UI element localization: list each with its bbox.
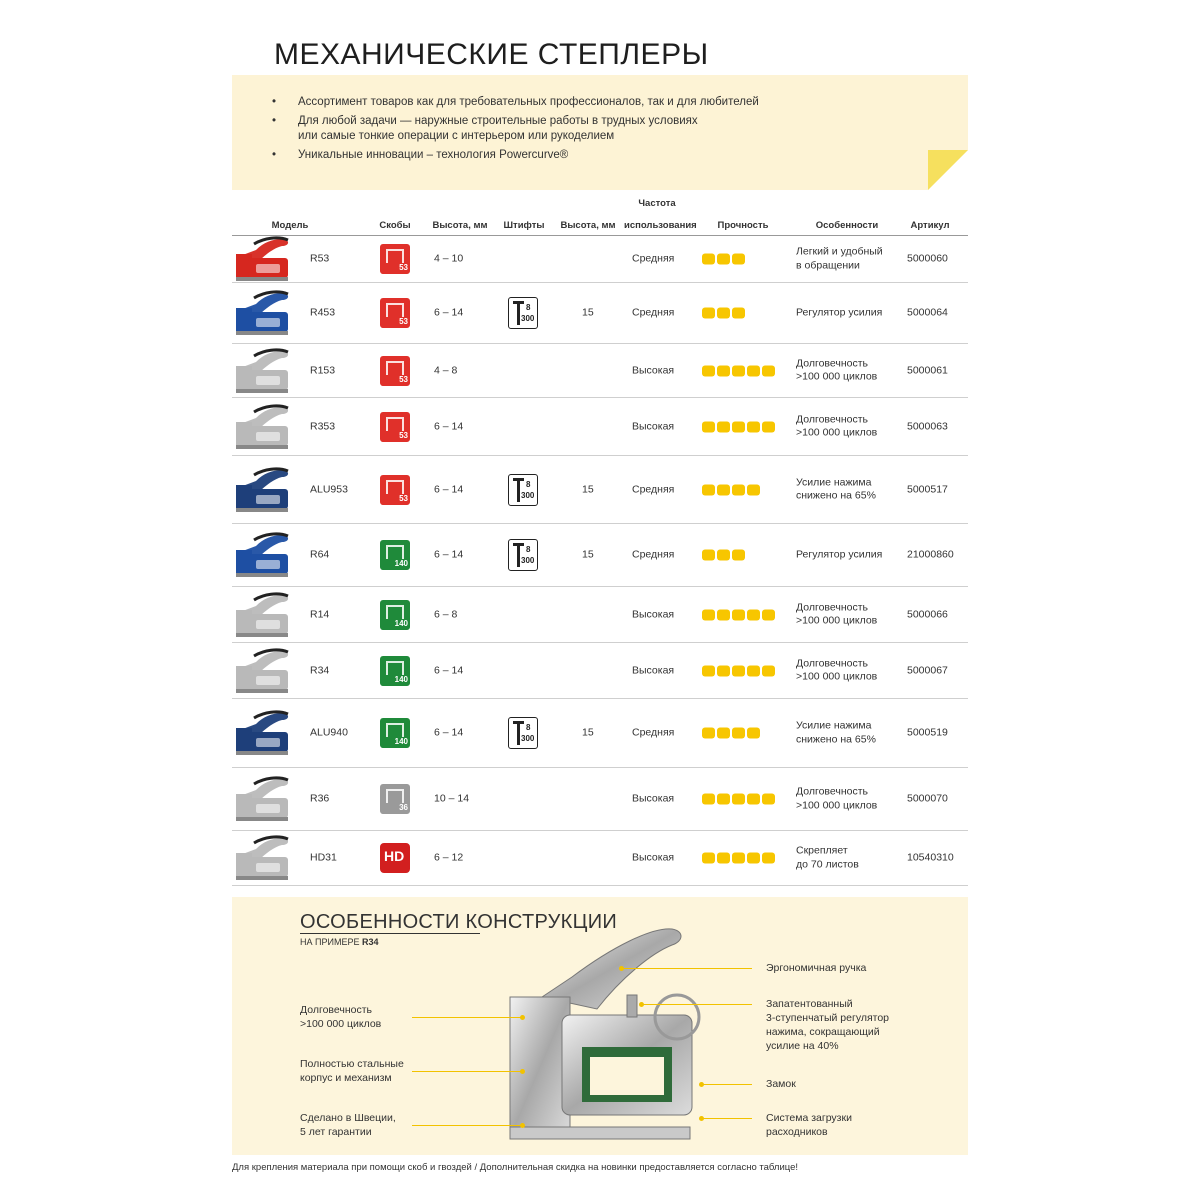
feature-line: снижено на 65% (796, 733, 876, 745)
feature-line: Долговечность (796, 657, 868, 669)
header-height: Высота, мм (432, 220, 488, 231)
staple-height: 6 – 14 (434, 548, 464, 561)
usage-frequency: Высокая (632, 419, 675, 432)
leader-line (702, 1084, 752, 1085)
header-article: Артикул (910, 220, 950, 231)
model-name: HD31 (310, 851, 337, 864)
article-number: 5000064 (907, 306, 948, 319)
pin-height: 15 (582, 726, 594, 739)
table-row (232, 236, 968, 283)
subtitle-prefix: НА ПРИМЕРЕ (300, 937, 360, 947)
pin-icon (508, 474, 538, 506)
note-line: Полностью стальные (300, 1058, 404, 1070)
article-number: 5000061 (907, 363, 948, 376)
feature-line: Усилие нажима (796, 476, 872, 488)
strength-dot (717, 728, 730, 739)
strength-dot (732, 794, 745, 805)
staple-height: 6 – 14 (434, 306, 464, 319)
model-name: ALU953 (310, 482, 348, 495)
pin-bottom-label: 300 (521, 490, 535, 500)
strength-dot (732, 853, 745, 864)
feature-line: Регулятор усилия (796, 306, 883, 319)
usage-frequency: Высокая (632, 851, 675, 864)
intro-box (232, 75, 968, 190)
feature-line: Долговечность (796, 785, 868, 798)
strength-dot (702, 609, 715, 620)
feature-line: в обращении (796, 259, 860, 271)
staple-type-icon (380, 356, 410, 386)
strength-dot (702, 794, 715, 805)
leader-line (622, 968, 752, 969)
strength-dot (747, 365, 760, 376)
pin-bottom-label: 300 (521, 734, 535, 743)
strength-dot (747, 794, 760, 805)
pin-top-label: 8 (526, 545, 531, 554)
model-name: R453 (310, 306, 336, 319)
stapler-r34-illustration (502, 917, 732, 1147)
left-feature-note (300, 1111, 396, 1139)
staple-hd-icon (380, 843, 410, 873)
note-line: расходников (766, 1126, 828, 1138)
note-line: Сделано в Швеции, (300, 1112, 396, 1124)
article-number: 5000519 (907, 726, 948, 739)
feature-line: до 70 листов (796, 858, 859, 870)
usage-frequency: Высокая (632, 607, 675, 620)
note-line: корпус и механизм (300, 1072, 392, 1084)
feature-line: Регулятор усилия (796, 548, 883, 561)
stapler-image (234, 467, 294, 513)
pin-icon (508, 297, 538, 329)
feature-line: Легкий и удобный (796, 245, 883, 258)
article-number: 21000860 (907, 548, 954, 561)
model-name: ALU940 (310, 726, 348, 739)
pin-top-label: 8 (526, 723, 531, 732)
stapler-image (234, 835, 294, 881)
pin-height: 15 (582, 306, 594, 319)
staple-label: 140 (394, 674, 408, 684)
article-number: 5000063 (907, 419, 948, 432)
leader-dot (699, 1116, 704, 1121)
table-row (232, 699, 968, 768)
strength-dot (702, 308, 715, 319)
strength-rating (702, 665, 775, 676)
staple-type-icon (380, 298, 410, 328)
strength-dot (747, 853, 760, 864)
staple-height: 6 – 14 (434, 663, 464, 676)
strength-rating (702, 728, 760, 739)
leader-dot (520, 1069, 525, 1074)
staple-label: 53 (399, 263, 408, 272)
usage-frequency: Средняя (632, 548, 675, 561)
staple-label: 140 (394, 559, 408, 568)
strength-rating (702, 609, 775, 620)
bullet-icon: • (272, 148, 277, 161)
construction-title: ОСОБЕННОСТИ КОНСТРУКЦИИ (300, 911, 618, 933)
staple-label: 53 (399, 317, 408, 326)
article-number: 10540310 (907, 851, 954, 864)
pin-icon (508, 717, 538, 749)
page-title: МЕХАНИЧЕСКИЕ СТЕПЛЕРЫ (274, 38, 709, 71)
strength-dot (702, 853, 715, 864)
staple-type-icon (380, 540, 410, 570)
leader-dot (699, 1082, 704, 1087)
article-number: 5000517 (907, 482, 948, 495)
stapler-image (234, 710, 294, 756)
strength-dot (732, 421, 745, 432)
model-name: R353 (310, 419, 336, 432)
note-line: Замок (766, 1078, 796, 1090)
strength-dot (717, 308, 730, 319)
note-line: Долговечность (300, 1004, 372, 1016)
strength-dot (717, 254, 730, 265)
right-feature-note (766, 1077, 796, 1091)
pin-icon (508, 539, 538, 571)
leader-dot (619, 966, 624, 971)
strength-dot (747, 665, 760, 676)
staple-type-icon (380, 784, 410, 814)
feature-line: Долговечность (796, 601, 868, 613)
strength-dot (702, 728, 715, 739)
usage-frequency: Высокая (632, 363, 675, 376)
intro-text: Уникальные инновации – технология Powercurve® (298, 148, 569, 161)
feature (796, 413, 877, 440)
intro-item (272, 114, 759, 145)
pin-bottom-label: 300 (521, 556, 535, 565)
staple-height: 6 – 14 (434, 482, 464, 495)
staple-type-icon (380, 718, 410, 748)
staple-label: 53 (399, 374, 408, 384)
strength-dot (702, 254, 715, 265)
feature (796, 786, 877, 813)
staple-type-icon (380, 600, 410, 630)
strength-dot (747, 421, 760, 432)
feature (796, 657, 877, 684)
strength-dot (762, 665, 775, 676)
stapler-image (234, 290, 294, 336)
usage-frequency: Высокая (632, 663, 675, 676)
staple-height: 6 – 14 (434, 726, 464, 739)
staple-height: 6 – 12 (434, 851, 464, 864)
bullet-icon: • (272, 96, 277, 108)
model-name: R53 (310, 252, 330, 265)
feature-line: >100 000 циклов (796, 614, 878, 627)
article-number: 5000070 (907, 792, 948, 805)
page-fold-icon (928, 150, 968, 190)
pin-height: 15 (582, 548, 594, 561)
strength-dot (762, 365, 775, 376)
article-number: 5000067 (907, 663, 948, 676)
pin-top-label: 8 (526, 303, 531, 312)
footer-note: Для крепления материала при помощи скоб и гвоздей / Дополнительная скидка на новинки предоставляется согласно таблице! (232, 1162, 799, 1173)
strength-dot (762, 609, 775, 620)
strength-dot (717, 365, 730, 376)
note-line: Запатентованный (766, 998, 853, 1010)
strength-dot (702, 550, 715, 561)
model-name: R14 (310, 607, 330, 620)
intro-item (272, 148, 759, 164)
feature-line: Долговечность (796, 413, 868, 425)
intro-text: Для любой задачи — наружные строительные работы в трудных условиях (298, 114, 698, 127)
leader-dot (520, 1015, 525, 1020)
feature-line: >100 000 циклов (796, 799, 878, 811)
leader-line (642, 1004, 752, 1005)
strength-dot (702, 665, 715, 676)
header-staples: Скобы (379, 220, 411, 231)
header-height-pins: Высота, мм (560, 220, 616, 231)
staple-type-icon (380, 244, 410, 274)
note-line: >100 000 циклов (300, 1018, 382, 1030)
article-number: 5000066 (907, 607, 948, 620)
note-line: 5 лет гарантии (300, 1126, 372, 1138)
feature (796, 246, 883, 273)
staple-label: 140 (394, 618, 408, 628)
staple-height: 6 – 14 (434, 419, 464, 432)
feature-line: >100 000 циклов (796, 670, 878, 683)
table-row (232, 768, 968, 831)
bullet-icon: • (272, 114, 277, 127)
strength-dot (762, 421, 775, 432)
usage-frequency: Средняя (632, 306, 675, 319)
strength-dot (732, 365, 745, 376)
table-header (232, 198, 968, 236)
strength-dot (717, 665, 730, 676)
model-name: R34 (310, 663, 330, 676)
construction-subtitle (300, 937, 378, 947)
staple-height: 4 – 8 (434, 363, 458, 376)
stapler-image (234, 776, 294, 822)
title-underline (300, 933, 480, 935)
leader-dot (520, 1123, 525, 1128)
strength-dot (717, 853, 730, 864)
strength-rating (702, 550, 745, 561)
article-number: 5000060 (907, 252, 948, 265)
stapler-image (234, 592, 294, 638)
feature (796, 548, 882, 562)
feature-line: Долговечность (796, 357, 868, 369)
strength-dot (717, 550, 730, 561)
stapler-image (234, 348, 294, 394)
feature-line: >100 000 циклов (796, 426, 878, 439)
subtitle-model: R34 (361, 937, 379, 947)
feature (796, 601, 877, 628)
feature (796, 720, 876, 747)
header-pins: Штифты (503, 220, 545, 231)
intro-list (272, 95, 759, 166)
intro-item (272, 95, 759, 111)
strength-dot (717, 609, 730, 620)
right-feature-note (766, 1111, 852, 1139)
header-frequency (624, 198, 697, 231)
strength-dot (762, 794, 775, 805)
table-row (232, 344, 968, 398)
strength-dot (717, 484, 730, 495)
model-name: R64 (310, 548, 330, 561)
right-feature-note (766, 961, 866, 975)
strength-rating (702, 421, 775, 432)
strength-rating (702, 365, 775, 376)
model-name: R36 (310, 792, 330, 805)
left-feature-note (300, 1057, 404, 1085)
strength-dot (717, 421, 730, 432)
note-line: Эргономичная ручка (766, 962, 867, 974)
staple-label: 53 (399, 493, 408, 503)
pin-height: 15 (582, 482, 594, 495)
table-row (232, 587, 968, 643)
note-line: усилие на 40% (766, 1040, 839, 1052)
strength-dot (702, 484, 715, 495)
leader-line (412, 1017, 522, 1018)
table-row (232, 398, 968, 456)
strength-dot (732, 609, 745, 620)
leader-line (702, 1118, 752, 1119)
strength-rating (702, 308, 745, 319)
table-row (232, 831, 968, 886)
strength-dot (732, 550, 745, 561)
leader-line (412, 1071, 522, 1072)
strength-rating (702, 254, 745, 265)
staple-height: 10 – 14 (434, 792, 470, 805)
staple-type-icon (380, 475, 410, 505)
strength-dot (747, 609, 760, 620)
feature-line: Усилие нажима (796, 719, 872, 732)
usage-frequency: Средняя (632, 726, 675, 739)
strength-dot (732, 665, 745, 676)
staple-label: 140 (394, 737, 408, 746)
strength-dot (702, 421, 715, 432)
strength-dot (732, 308, 745, 319)
model-name: R153 (310, 363, 336, 376)
feature-line: >100 000 циклов (796, 370, 878, 383)
feature (796, 357, 877, 384)
pin-top-label: 8 (526, 479, 531, 489)
feature (796, 845, 859, 872)
usage-frequency: Высокая (632, 792, 675, 805)
strength-dot (732, 254, 745, 265)
staple-height: 6 – 8 (434, 607, 458, 620)
stapler-image (234, 532, 294, 578)
strength-rating (702, 484, 760, 495)
intro-text: Ассортимент товаров как для требовательных профессионалов, так и для любителей (298, 96, 759, 108)
staple-type-icon (380, 412, 410, 442)
header-frequency-line: Частота (638, 198, 676, 209)
strength-dot (747, 484, 760, 495)
note-line: Система загрузки (766, 1112, 852, 1124)
table-row (232, 283, 968, 344)
staple-label: HD (384, 848, 405, 864)
staple-label: 53 (399, 430, 408, 440)
table-row (232, 643, 968, 699)
usage-frequency: Средняя (632, 252, 675, 265)
header-strength: Прочность (717, 220, 769, 231)
strength-dot (717, 794, 730, 805)
usage-frequency: Средняя (632, 482, 675, 495)
stapler-image (234, 404, 294, 450)
strength-dot (702, 365, 715, 376)
header-features: Особенности (815, 220, 879, 231)
strength-dot (747, 728, 760, 739)
right-feature-note (766, 997, 889, 1053)
strength-rating (702, 794, 775, 805)
pin-bottom-label: 300 (521, 314, 535, 323)
header-frequency-line: использования (624, 220, 697, 231)
stapler-image (234, 236, 294, 282)
stapler-image (234, 648, 294, 694)
leader-dot (639, 1002, 644, 1007)
table-row (232, 524, 968, 587)
feature (796, 306, 882, 320)
note-line: 3-ступенчатый регулятор (766, 1012, 890, 1024)
staple-type-icon (380, 656, 410, 686)
left-feature-note (300, 1003, 381, 1031)
leader-line (412, 1125, 522, 1126)
feature-line: Скрепляет (796, 844, 848, 857)
strength-dot (762, 853, 775, 864)
table-row (232, 456, 968, 524)
feature (796, 476, 876, 503)
header-model: Модель (271, 220, 309, 231)
note-line: нажима, сокращающий (766, 1026, 880, 1038)
construction-section (232, 897, 968, 1155)
strength-dot (732, 728, 745, 739)
strength-rating (702, 853, 775, 864)
feature-line: снижено на 65% (796, 489, 876, 502)
strength-dot (732, 484, 745, 495)
staple-label: 36 (399, 803, 408, 812)
intro-text: или самые тонкие операции с интерьером или рукоделием (298, 130, 615, 142)
staple-height: 4 – 10 (434, 252, 464, 265)
